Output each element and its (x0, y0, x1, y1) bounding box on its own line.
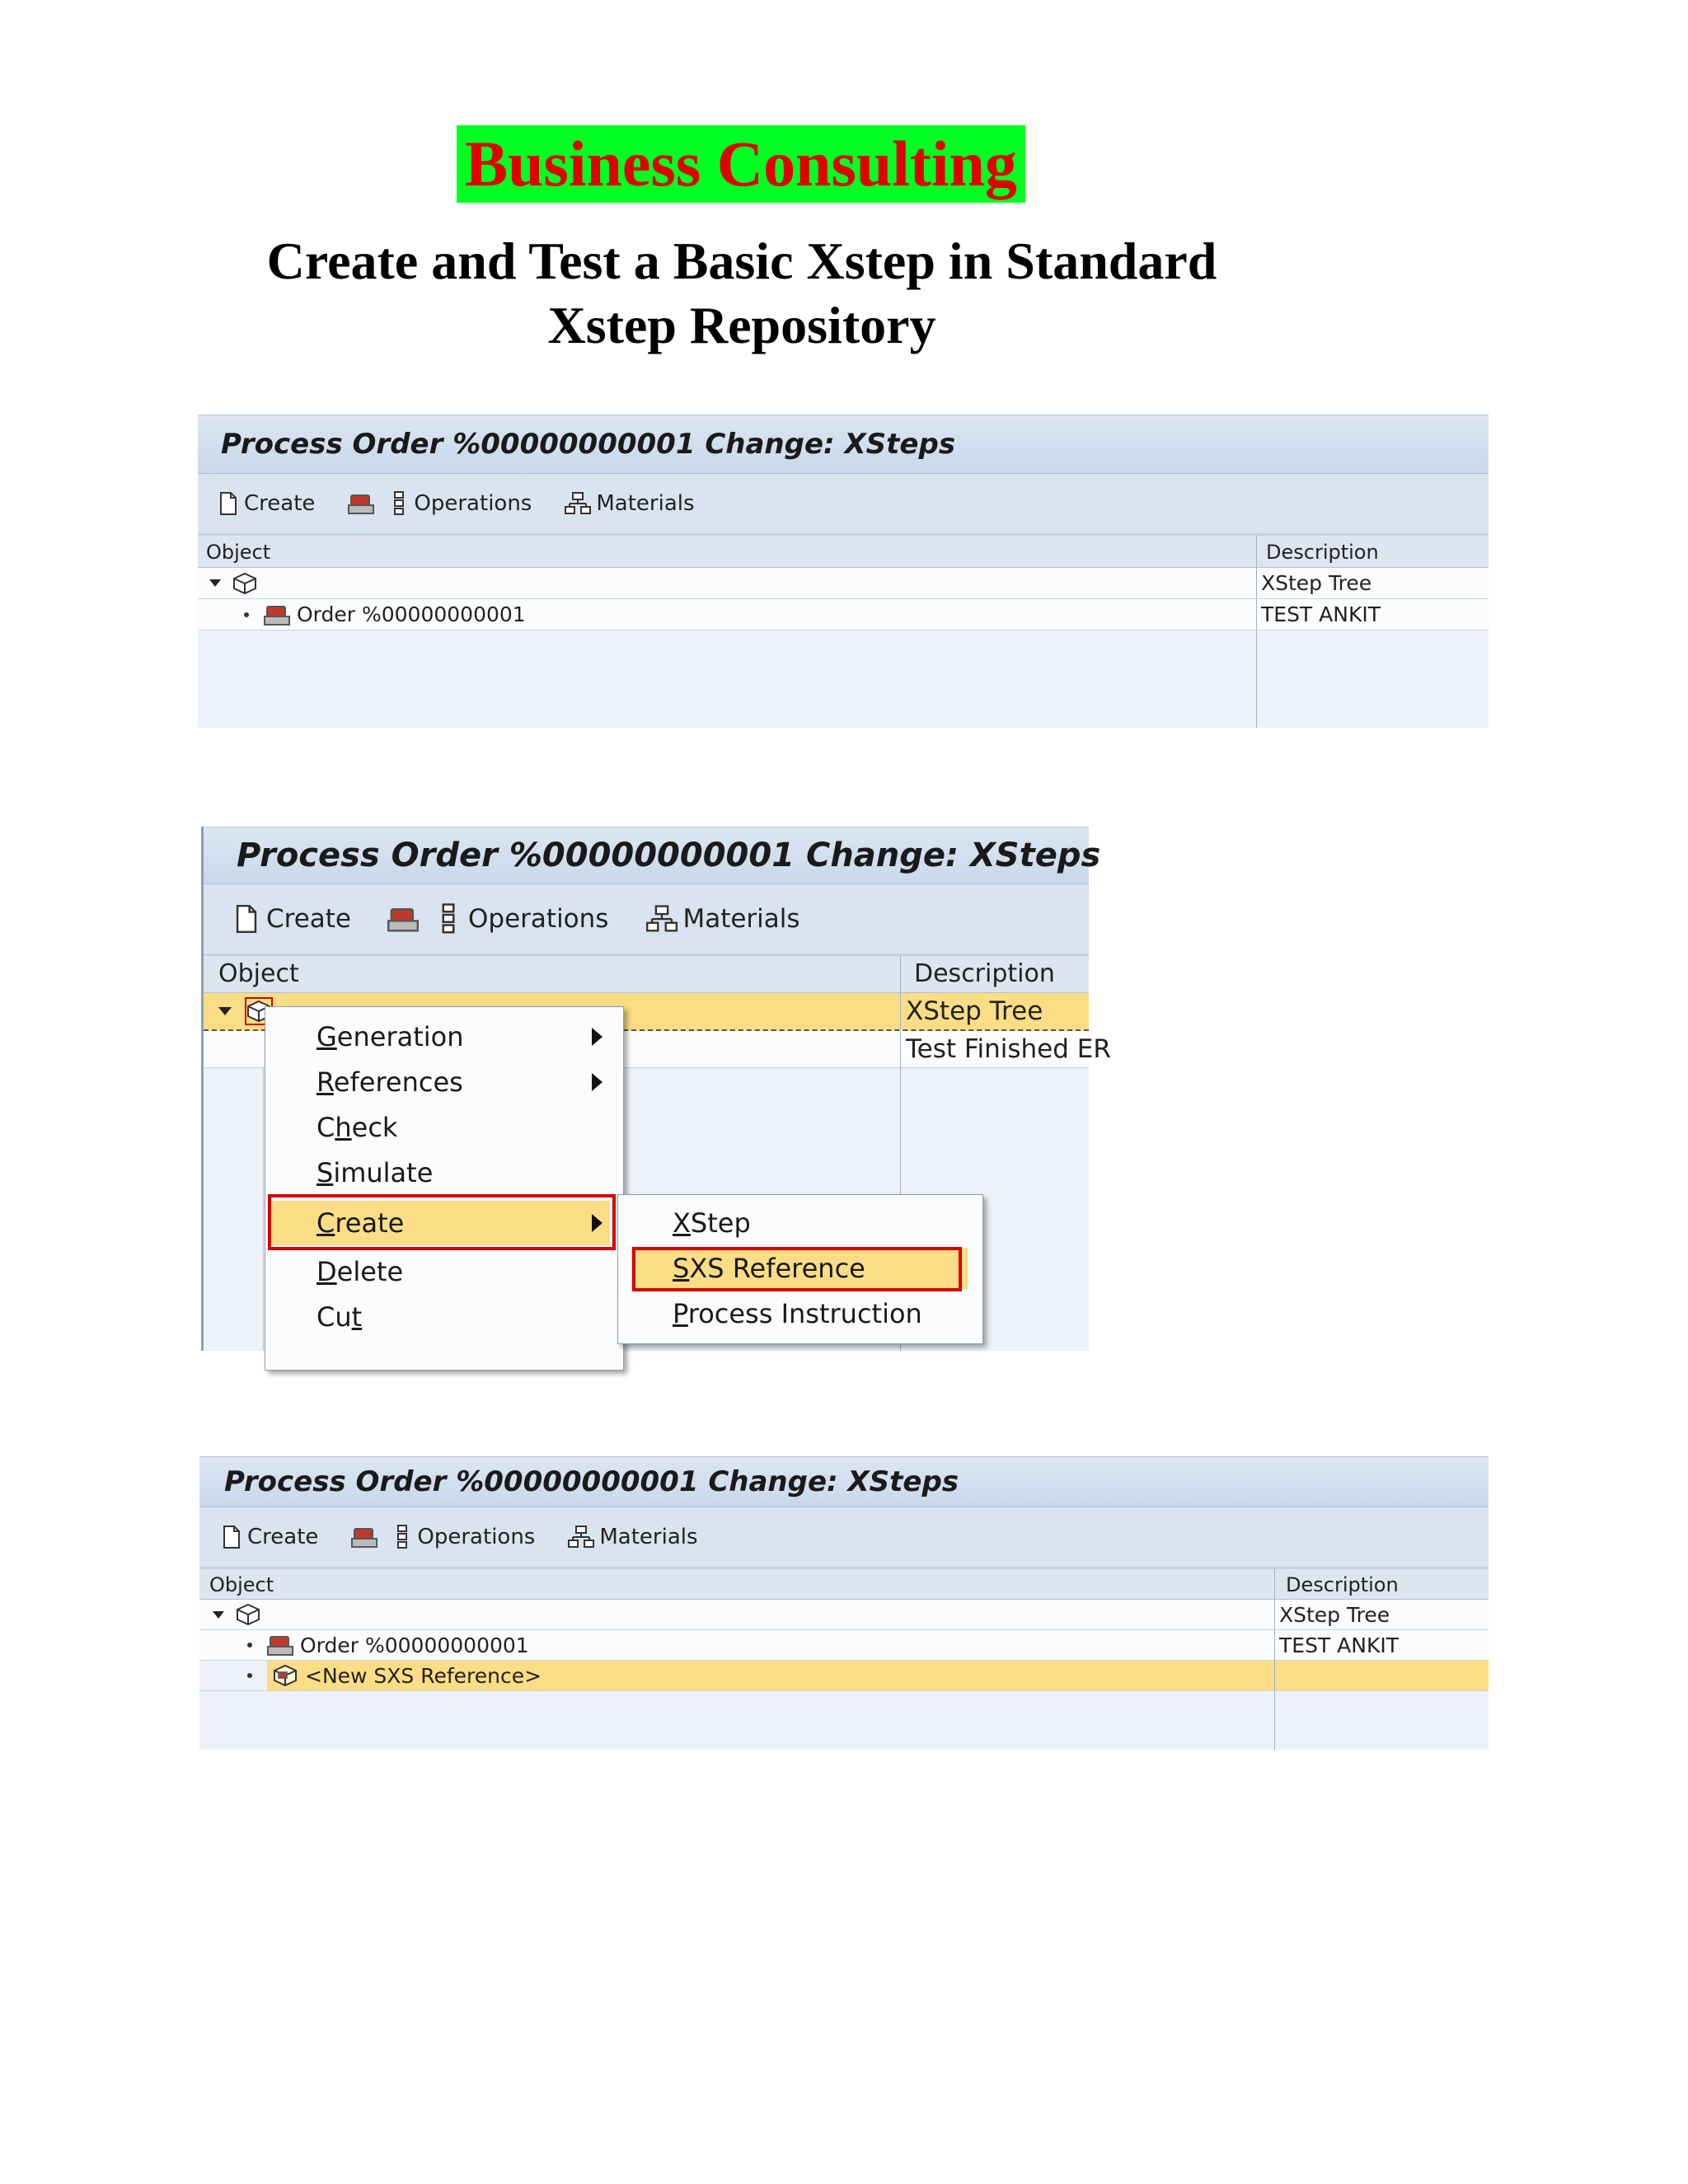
highlight-outline-sxs-reference (632, 1247, 962, 1291)
materials-button[interactable] (568, 1525, 697, 1549)
menu-label: Delete (316, 1256, 404, 1287)
menu-item-delete[interactable] (265, 1250, 623, 1293)
column-divider (1274, 1600, 1275, 1629)
object-label: <New SXS Reference> (305, 1663, 542, 1688)
operations-icon (396, 1525, 409, 1549)
column-divider (900, 956, 901, 992)
tree-indent-line (263, 1067, 264, 1351)
column-divider (1256, 599, 1257, 630)
tree-row[interactable] (199, 1630, 1489, 1661)
materials-icon (565, 492, 591, 515)
order-icon (387, 905, 419, 933)
column-divider (1274, 1569, 1275, 1599)
order-icon (264, 603, 290, 626)
description-cell: XStep Tree (906, 996, 1043, 1026)
toolbar (198, 474, 1489, 536)
create-label: Create (266, 904, 352, 934)
menu-item-simulate[interactable] (265, 1151, 623, 1194)
menu-item-references[interactable] (265, 1061, 623, 1104)
description-cell: XStep Tree (1279, 1602, 1390, 1627)
xstep-panel-3 (199, 1456, 1489, 1750)
operations-icon (440, 903, 457, 935)
description-cell: TEST ANKIT (1261, 602, 1381, 626)
column-divider (1274, 1661, 1275, 1690)
context-menu (265, 1006, 624, 1371)
title-line-1: Create and Test a Basic Xstep in Standard (266, 232, 1217, 290)
new-document-icon (219, 492, 237, 515)
operations-icon (392, 491, 406, 516)
column-object[interactable]: Object (209, 1573, 274, 1596)
order-toolbar-button[interactable] (387, 905, 419, 933)
document-title (148, 229, 1335, 358)
menu-item-check[interactable] (265, 1106, 623, 1149)
create-label: Create (244, 491, 316, 516)
operations-button[interactable] (392, 491, 532, 516)
menu-label: Simulate (316, 1157, 434, 1188)
brand-banner: Business Consulting (457, 125, 1025, 203)
object-label: Order %00000000001 (300, 1633, 529, 1657)
menu-label: XStep (673, 1207, 751, 1239)
operations-button[interactable] (396, 1525, 535, 1549)
menu-label: Process Instruction (673, 1298, 922, 1329)
column-divider (900, 1031, 901, 1067)
collapse-arrow-icon[interactable] (218, 1007, 232, 1015)
materials-button[interactable] (646, 904, 799, 934)
collapse-arrow-icon[interactable] (213, 1611, 224, 1619)
description-cell: Test Finished ER (906, 1034, 1111, 1064)
column-header (199, 1569, 1489, 1600)
create-label: Create (247, 1525, 319, 1549)
menu-label: Cut (316, 1301, 363, 1333)
column-divider (1256, 630, 1257, 728)
column-divider (1256, 568, 1257, 598)
menu-item-generation[interactable] (265, 1015, 623, 1058)
panel-title: Process Order %00000000001 Change: XSteps (198, 415, 1489, 474)
create-button[interactable] (219, 491, 315, 516)
package-icon (232, 572, 257, 595)
object-label: Order %00000000001 (297, 602, 526, 626)
panel-title: Process Order %00000000001 Change: XSteps (199, 1456, 1489, 1507)
menu-label: SXS Reference (673, 1253, 865, 1284)
submenu-item-process-instruction[interactable] (618, 1292, 982, 1335)
menu-item-cut[interactable] (265, 1296, 623, 1338)
column-description[interactable]: Description (914, 959, 1055, 988)
order-toolbar-button[interactable] (351, 1526, 377, 1549)
new-document-icon (223, 1526, 241, 1549)
operations-label: Operations (414, 491, 532, 516)
bullet-icon (247, 1673, 252, 1678)
order-icon (348, 492, 374, 515)
materials-label: Materials (596, 491, 695, 516)
toolbar (199, 1507, 1489, 1569)
menu-label: Generation (316, 1021, 464, 1052)
materials-icon (646, 905, 678, 933)
collapse-arrow-icon[interactable] (209, 579, 221, 587)
create-button[interactable] (223, 1525, 318, 1549)
sxs-reference-icon (272, 1664, 298, 1687)
column-divider (1274, 1691, 1275, 1750)
column-divider (1256, 536, 1257, 567)
operations-label: Operations (417, 1525, 536, 1549)
materials-icon (568, 1526, 594, 1549)
column-divider (900, 993, 901, 1029)
materials-label: Materials (682, 904, 800, 934)
bullet-icon (244, 612, 249, 617)
xstep-panel-1 (198, 415, 1489, 728)
tree-row[interactable] (198, 568, 1489, 599)
order-toolbar-button[interactable] (348, 492, 374, 515)
materials-button[interactable] (565, 491, 694, 516)
bullet-icon (247, 1643, 252, 1647)
column-header (198, 536, 1489, 568)
column-divider (1274, 1630, 1275, 1660)
xstep-panel-2 (201, 827, 1111, 1351)
create-button[interactable] (235, 904, 351, 934)
submenu-arrow-icon (592, 1073, 603, 1091)
menu-label: References (316, 1066, 463, 1098)
column-object[interactable]: Object (218, 959, 299, 988)
column-description[interactable]: Description (1266, 541, 1379, 564)
materials-label: Materials (599, 1525, 698, 1549)
tree-row[interactable] (198, 599, 1489, 630)
toolbar (204, 884, 1089, 956)
tree-row-new-sxs-reference[interactable] (199, 1661, 1489, 1691)
operations-label: Operations (468, 904, 609, 934)
title-line-2: Xstep Repository (547, 296, 936, 354)
submenu-item-xstep[interactable] (618, 1202, 982, 1244)
column-description[interactable]: Description (1286, 1573, 1399, 1596)
menu-label: Create (316, 1207, 405, 1239)
tree-row[interactable] (199, 1600, 1489, 1630)
menu-label: Check (316, 1112, 398, 1143)
order-icon (351, 1526, 377, 1549)
operations-button[interactable] (440, 903, 608, 935)
highlight-outline-create (268, 1194, 616, 1250)
panel-title: Process Order %00000000001 Change: XSteps (204, 827, 1089, 884)
submenu-arrow-icon (592, 1028, 603, 1046)
package-icon (236, 1603, 260, 1626)
new-document-icon (235, 905, 258, 933)
description-cell: XStep Tree (1261, 571, 1372, 595)
order-icon (267, 1633, 293, 1657)
column-object[interactable]: Object (206, 541, 271, 564)
description-cell: TEST ANKIT (1279, 1633, 1399, 1657)
column-header (204, 956, 1089, 993)
